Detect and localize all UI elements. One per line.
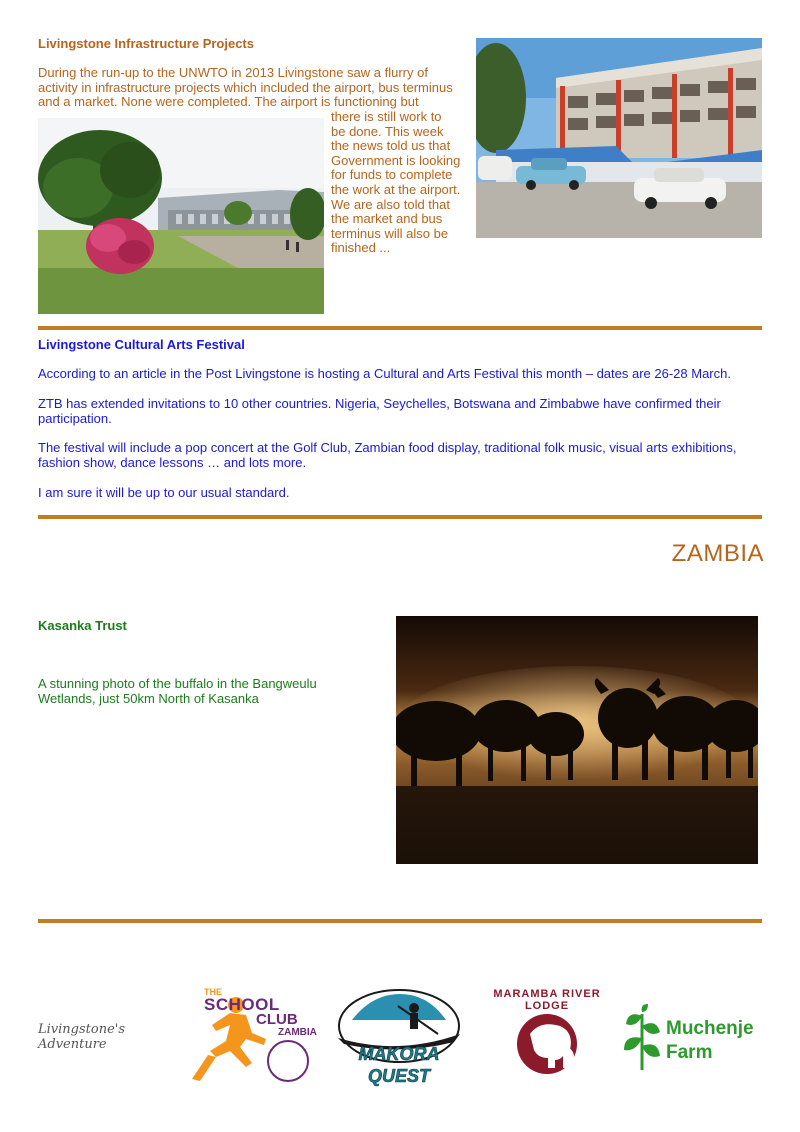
muchenje-text: Muchenje [666,1018,754,1039]
infrastructure-side-line: be done. This week [331,123,444,139]
infrastructure-line: activity in infrastructure projects which included the airport, bus terminus [38,79,453,95]
infrastructure-side-line: the news told us that [331,138,451,154]
infrastructure-side-line: the market and bus [331,211,443,227]
infrastructure-intro [38,66,478,110]
infrastructure-side-line: We are also told that [331,196,450,212]
section-divider [38,919,762,923]
school-club-the-text: THE [204,987,222,997]
infrastructure-line: and a market. None were completed. The airport is functioning but [38,94,419,110]
section-divider [38,515,762,519]
makora-text: MAKORA [358,1044,440,1064]
livingstones-adventure-logo: Livingstone's Adventure [38,1022,126,1052]
infrastructure-side-line: Government is looking [331,152,461,168]
leaf-icon [620,1004,664,1074]
infrastructure-side-line: finished ... [331,240,391,256]
infrastructure-heading: Livingstone Infrastructure Projects [38,36,254,51]
school-club-zambia-logo [186,985,326,1089]
farm-text: Farm [666,1042,713,1063]
makora-quest-logo [328,986,470,1090]
kasanka-caption-line: A stunning photo of the buffalo in the Bangweulu [38,676,317,691]
festival-paragraph: I am sure it will be up to our usual standard. [38,485,290,500]
infrastructure-side-line: the work at the airport. [331,181,461,197]
school-club-school-text: SCHOOL [204,995,280,1014]
festival-paragraph: According to an article in the Post Livingstone is hosting a Cultural and Arts Festival this month – dates are 26-28 March. [38,366,731,381]
kasanka-caption-line: Wetlands, just 50km North of Kasanka [38,690,259,706]
quest-text: QUEST [367,1066,430,1086]
school-club-zambia-text: ZAMBIA [278,1027,317,1038]
maramba-text: MARAMBA RIVER LODGE [493,988,601,1012]
school-club-club-text: CLUB [256,1011,298,1028]
infrastructure-side-text [331,110,471,256]
festival-paragraph: ZTB has extended invitations to 10 other countries. Nigeria, Seychelles, Botswana and Zimbabwe have confirmed their participation. [38,396,721,426]
section-title: ZAMBIA [671,540,764,567]
infrastructure-side-line: for funds to complete [331,167,453,183]
festival-paragraph: The festival will include a pop concert at the Golf Club, Zambian food display, traditional folk music, visual arts exhibitions, fashion show, dance lessons … and lots more. [38,440,737,470]
kasanka-caption [38,677,368,706]
infrastructure-side-line: there is still work to [331,109,442,124]
section-divider [38,326,762,330]
maramba-river-lodge-logo [486,988,608,1088]
kasanka-heading: Kasanka Trust [38,618,127,633]
muchenje-farm-logo [620,1004,760,1074]
festival-heading: Livingstone Cultural Arts Festival [38,337,245,352]
street-photo [476,38,762,238]
buffalo-photo [396,616,758,864]
infrastructure-side-line: terminus will also be [331,225,449,241]
airport-photo [38,118,324,314]
infrastructure-line: During the run-up to the UNWTO in 2013 Livingstone saw a flurry of [38,65,428,80]
